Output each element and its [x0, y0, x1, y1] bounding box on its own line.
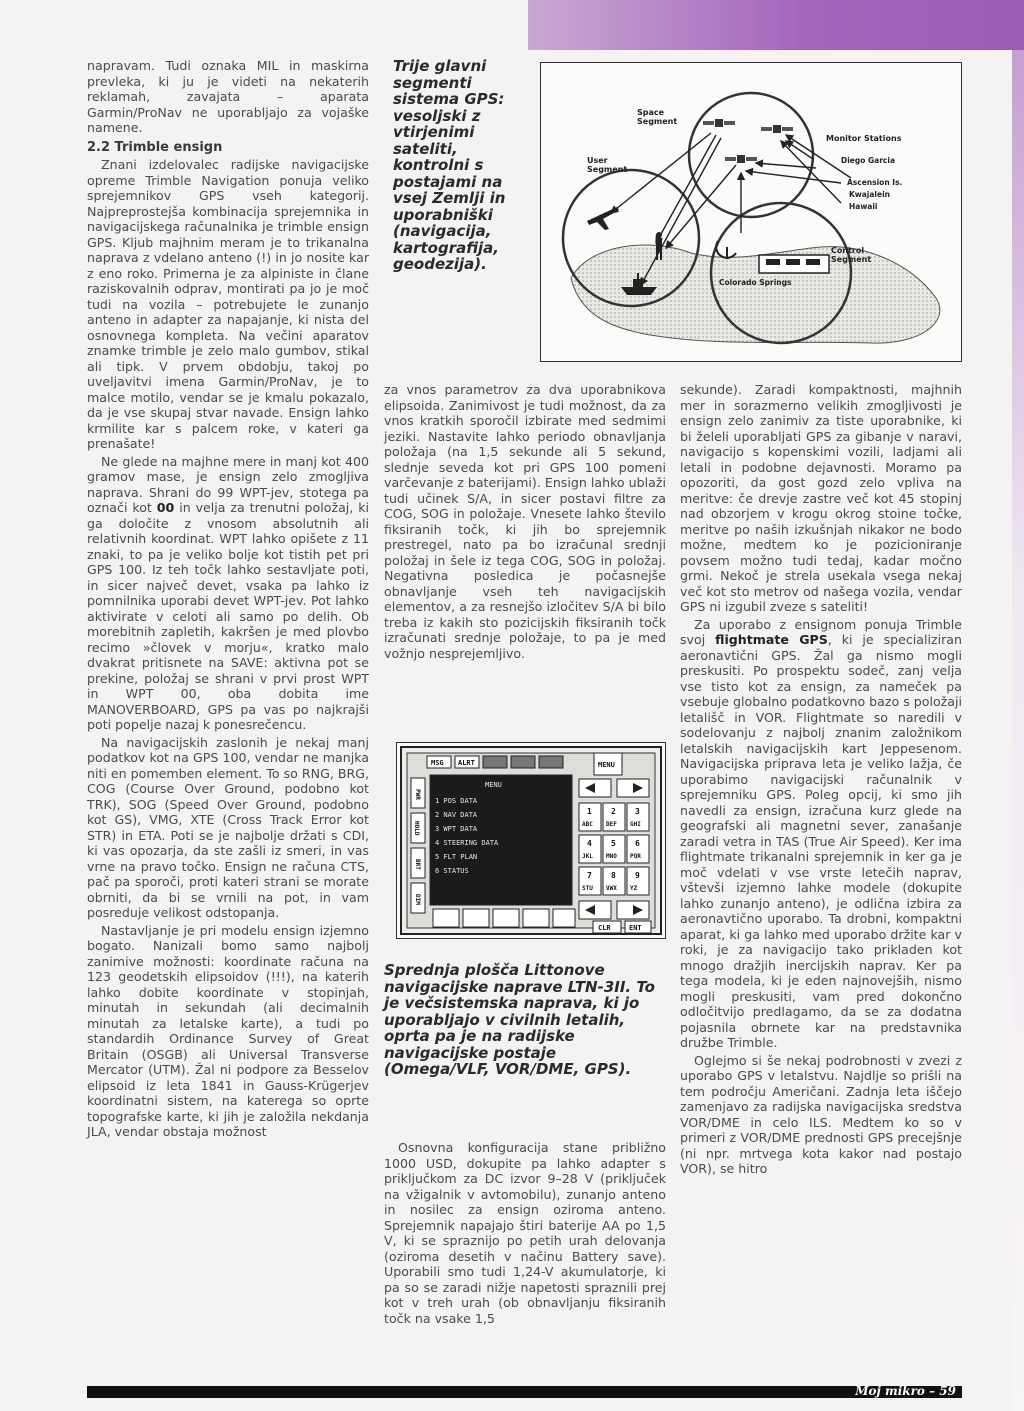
colorado-springs-label: Colorado Springs — [719, 278, 792, 287]
right-text-column — [680, 382, 962, 1179]
keypad-digit: 5 — [611, 839, 616, 848]
svg-text:ALRT: ALRT — [458, 759, 475, 767]
paragraph: za vnos parametrov za dva uporabnikova elipsoida. Zanimivost je tudi možnost, da za vnos kratkih sporočil izbirate med sedmimi jeziki. Nastavite lahko periodo obnavljanja položaja (na 1,5 sekunde ali 5 sekund, slednje seveda kot pri GPS 100 pomeni varčevanje z baterijami). Ensign lahko ublaži tudi učinek S/A, in sicer postavi filtre za COG, SOG in položaje. Vnesete lahko število fiksiranih točk, ki jih bo sprejemnik prestregel, nato pa bo izračunal srednji položaj in šele iz tega COG, SOG in položaj. Negativna posledica je počasnejše obnavljanje vseh teh navigacijskih elementov, a za resnejšo izločitev S/A bi bilo treba iz kakih sto pozicijskih fiksiranih točk izračunati srednje položaje, to pa je med vožnjo nesprejemljivo. — [384, 382, 666, 661]
keypad-digit: 3 — [635, 807, 640, 816]
section-heading: 2.2 Trimble ensign — [87, 139, 223, 155]
keypad-digit: 2 — [611, 807, 616, 816]
keypad-digit: 9 — [635, 871, 640, 880]
paragraph — [680, 617, 962, 1051]
text-run: Za uporabo z ensignom ponuja Trimble svoj — [680, 616, 962, 647]
paragraph: sekunde). Zaradi kompaktnosti, majhnih mer in sorazmerno velikih zmogljivosti je ensign zelo zanimiv za tiste uporabnike, ki bi želeli uporabljati GPS za gibanje v naravi, navigacijo s kopenskimi vozili, ladjami ali letali in podobne dejavnosti. Moramo pa opozoriti, da gost gozd zelo vpliva na meritve: če drevje zastre več kot 45 stopinj nad obzorjem v krogu okrog stoine točke, meritve po naših izkušnjah nikakor ne bodo možne, medtem ko je pozicioniranje povsem možno tudi tedaj, kadar močno grmi. Nekoč je strela usekala vsega nekaj več kot sto metrov od našega vozila, vendar GPS ni izgubil zveze s sateliti! — [680, 382, 962, 614]
menu-item: 4 STEERING DATA — [435, 839, 499, 847]
keypad-digit: 7 — [587, 871, 592, 880]
svg-text:BRT: BRT — [414, 859, 421, 870]
soft-key — [553, 909, 575, 927]
menu-item: 3 WPT DATA — [435, 825, 478, 833]
space-segment-label: Space Segment — [637, 108, 678, 126]
keypad-letters: MNO — [606, 853, 617, 860]
keypad-letters: GHI — [630, 821, 641, 828]
menu-item: 1 POS DATA — [435, 797, 478, 805]
monitor-stations-label: Monitor Stations — [826, 134, 902, 143]
svg-text:HOLD: HOLD — [413, 821, 420, 836]
station-label: Ascension Is. — [847, 178, 903, 187]
satellite-icon — [703, 119, 735, 127]
svg-text:CLR: CLR — [598, 924, 611, 932]
keypad-letters: YZ — [630, 885, 638, 892]
keypad-digit: 8 — [611, 871, 616, 880]
blank-key — [483, 756, 507, 768]
paragraph — [87, 454, 369, 733]
building-icon — [759, 255, 829, 273]
keypad-digit: 1 — [587, 807, 592, 816]
soft-key — [523, 909, 549, 927]
station-label: Hawaii — [849, 202, 878, 211]
paragraph: Na navigacijskih zaslonih je nekaj manj podatkov kot na GPS 100, vendar ne manjka niti en pomemben element. To so RNG, BRG, COG (Course Over Ground, podobno kot TRK), SOG (Speed Over Ground, podobno kot GS), VMG, XTE (Cross Track Error kot STR) in ETA. Poti se je najbolje držati s CDI, ki vas opozarja, da ste zašli iz smeri, in vas vrne na pravo točko. Ensign ne računa CTS, pač pa sporoči, proti kateri strani se morate obrniti, da bi se vrnili na pot, in vam posreduje velikost odstopanja. — [87, 734, 369, 920]
text-run: Ne glede na majhne mere in manj kot 400 gramov mase, je ensign zelo zmogljiva naprava. Shrani do 99 WPT-jev, stotega pa označi kot — [87, 453, 369, 515]
station-label: Diego Garcia — [841, 156, 896, 165]
soft-key — [463, 909, 489, 927]
menu-item: 5 FLT PLAN — [435, 853, 478, 861]
dish-antenna-icon — [716, 241, 736, 259]
airplane-icon — [587, 207, 619, 230]
blank-key — [511, 756, 535, 768]
control-segment-label: Control Segment — [831, 246, 872, 264]
keypad-letters: STU — [582, 885, 593, 892]
station-label: Kwajalein — [849, 190, 891, 199]
menu-item: 2 NAV DATA — [435, 811, 478, 819]
keypad-letters: VWX — [606, 885, 617, 892]
gps-segments-diagram — [540, 62, 962, 362]
middle-text-column — [384, 382, 666, 663]
ltn-device-illustration — [396, 742, 666, 939]
ltn-panel-svg — [397, 743, 665, 938]
svg-text:ENT: ENT — [629, 924, 642, 932]
left-text-column — [87, 58, 369, 1142]
blank-key — [539, 756, 563, 768]
page-edge-gradient — [1012, 50, 1024, 1411]
text-run: in velja za trenutni položaj, ki ga določite z vnosom absolutnih ali relativnih koordinat. WPT lahko opišete z 11 znaki, to pa je veliko bolje kot tistih pet pri GPS 100. Iz teh točk lahko sestavljate poti, in sicer največ devet, vsaka pa lahko iz pomnilnika uporabi devet WPT-jev. Pot lahko aktivirate v celoti ali samo po delih. Ob morebitnih zapletih, kakršen je med plovbo recimo »človek v morju«, kratko malo dvakrat pritisnete na SAVE: aktivna pot se prekine, položaj se shrani v prvi prost WPT in WPT 00, oba dobita ime MANOVERBOARD, GPS pa vas po najkrajši poti popelje nazaj k ponesrečencu. — [87, 500, 369, 732]
intro-paragraph: napravam. Tudi oznaka MIL in maskirna prevleka, ki ju je videti na nekaterih reklamah, zavajata – aparata Garmin/ProNav ne uporabljajo za vojaške namene. — [87, 58, 369, 135]
paragraph: Oglejmo si še nekaj podrobnosti v zvezi z uporabo GPS v letalstvu. Najdlje so prišli na tem področju Američani. Zadnja leta iščejo zamenjavo za radijska navigacijska sredstva VOR/DME in celo ILS. Medtem ko so v primeri z VOR/DME prednosti GPS precejšnje (ni npr. mrtvega kota kakor nad postajo VOR), se hitro — [680, 1052, 962, 1176]
keypad-letters: JKL — [582, 853, 593, 860]
bold-text: flightmate GPS — [715, 632, 828, 647]
keypad-letters: ABC — [582, 821, 593, 828]
svg-text:MENU: MENU — [598, 761, 615, 769]
bold-text: 00 — [156, 500, 175, 515]
satellite-icon — [761, 125, 793, 133]
svg-text:PWR: PWR — [414, 789, 421, 800]
user-segment-label: User Segment — [587, 156, 628, 174]
paragraph: Nastavljanje je pri modelu ensign izjemno bogato. Nanizali bomo samo najbolj zanimive možnosti: koordinate računa na 123 geodetskih elipsoidov (!!!), na katerih lahko dobite koordinate v stopinjah, minutah in sekundah (ali decimalnih minutah za letalske karte), a tudi po standardih Ordinance Survey of Great Britain (OSGB) ali Universal Transverse Mercator (UTM). Žal ni podpore za Besselov elipsoid iz leta 1841 in Gauss-Krügerjev koordinatni sistem, na katerega so oprte topografske karte, ki jih je založila nekdanja JLA, vendar obstaja možnost — [87, 922, 369, 1139]
keypad-letters: PQR — [630, 853, 641, 860]
ltn-caption: Sprednja plošča Littonove navigacijske naprave LTN-3II. To je večsistemska naprava, ki jo uporabljajo v civilnih letalih, oprta pa je na radijske navigacijske postaje (Omega/VLF, VOR/DME, GPS). — [384, 961, 655, 1078]
text-run: , ki je specializiran aeronavtični GPS. Žal ga nismo mogli preskusiti. Po prospektu sodeč, zanj velja vse tisto kot za ensign, za nameček pa vsebuje globalno podatkovno bazo s položaji letališč in VOR. Flightmate so naredili v sodelovanju z najbolj znanim založnikom letalskih navigacijskih kart Jeppesenom. Navigacijska priprava leta je veliko lažja, če uporabimo navigacijski računalnik v sprejemniku GPS. Poleg opcij, ki smo jih navedli za ensign, izračuna kurz glede na geografski ali magnetni sever, zanašanje zaradi vetra in TAS (True Air Speed). Ker ima flightmate trikanalni sprejemnik in ker ga je moč vdelati v vse vrste letečih naprav, vštevši izjemno lahke modele (dokupite lahko zunanjo anteno), je odlična izbira za aeronavtično uporabo. Ta drobni, kompaktni aparat, ki ga lahko med uporabo držite kar v roki, je za navigacijo tako prikladen kot mnogo dražjih inercijskih naprav. Ker pa tega modela, ki je eden najnovejših, nismo mogli preskusiti, vam pred dokončno odločitvijo predlagamo, da se za dodatna pojasnila obrnete kar na predstavnika družbe Trimble. — [680, 632, 962, 1050]
svg-text:DIM: DIM — [414, 894, 421, 905]
page-footer-bar — [87, 1386, 962, 1398]
screen-title: MENU — [485, 781, 502, 789]
paragraph: Osnovna konfiguracija stane približno 1000 USD, dokupite pa lahko adapter s priključkom za DC izvor 9–28 V (priključek na vžigalnik v avtomobilu), zunanjo anteno in nosilec za ensign oziroma anteno. Sprejemnik napajajo štiri baterije AA po 1,5 V, ki se spraznijo po petih urah delovanja (oziroma desetih v načinu Battery save). Uporabili smo tudi 1,24-V akumulatorje, ki pa so se zaradi nižje napetosti spraznili prej kot v treh urah (ob obnavljanju fiksiranih točk na vsake 1,5 — [384, 1140, 666, 1326]
satellite-icon — [725, 155, 757, 163]
keypad-digit: 4 — [587, 839, 592, 848]
gps-segments-caption: Trije glavni segmenti sistema GPS: vesoljski z vtirjenimi sateliti, kontrolni s postajami na vsej Zemlji in uporabniški (navigacija, kartografija, geodezija). — [393, 57, 506, 273]
keypad-digit: 6 — [635, 839, 640, 848]
menu-item: 6 STATUS — [435, 867, 469, 875]
soft-key — [493, 909, 519, 927]
gps-diagram-svg — [541, 63, 961, 361]
keypad — [579, 803, 649, 895]
page-footer-label: Moj mikro – 59 — [855, 1384, 956, 1398]
magazine-color-tab — [528, 0, 1024, 50]
keypad-letters: DEF — [606, 821, 617, 828]
soft-key — [433, 909, 459, 927]
paragraph: Znani izdelovalec radijske navigacijske opreme Trimble Navigation ponuja veliko sprejemnikov GPS vseh kategorij. Najpreprostejša kombinacija sprejemnika in navigacijskega računalnika je trimble ensign GPS. Kljub majhnim meram je to trikanalna naprava z vdelano anteno (!) in jo nosite kar z eno roko. Primerna je za alpiniste in člane raziskovalnih odprav, montirati pa jo je moč tudi na vozila – potrebujete le zunanjo anteno in adapter za napajanje, ki nista del osnovnega kompleta. Na večini aparatov znamke trimble je zelo malo gumbov, stikal ali tipk. V prvem obdobju, takoj po uveljavitvi imena Garmin/ProNav, je to malce motilo, vendar se je kmalu pokazalo, da je vse skupaj stvar navade. Ensign lahko krmilite kar s palcem roke, v kateri ga prenašate! — [87, 157, 369, 451]
middle-text-column-lower — [384, 1140, 666, 1328]
svg-text:MSG: MSG — [431, 759, 444, 767]
